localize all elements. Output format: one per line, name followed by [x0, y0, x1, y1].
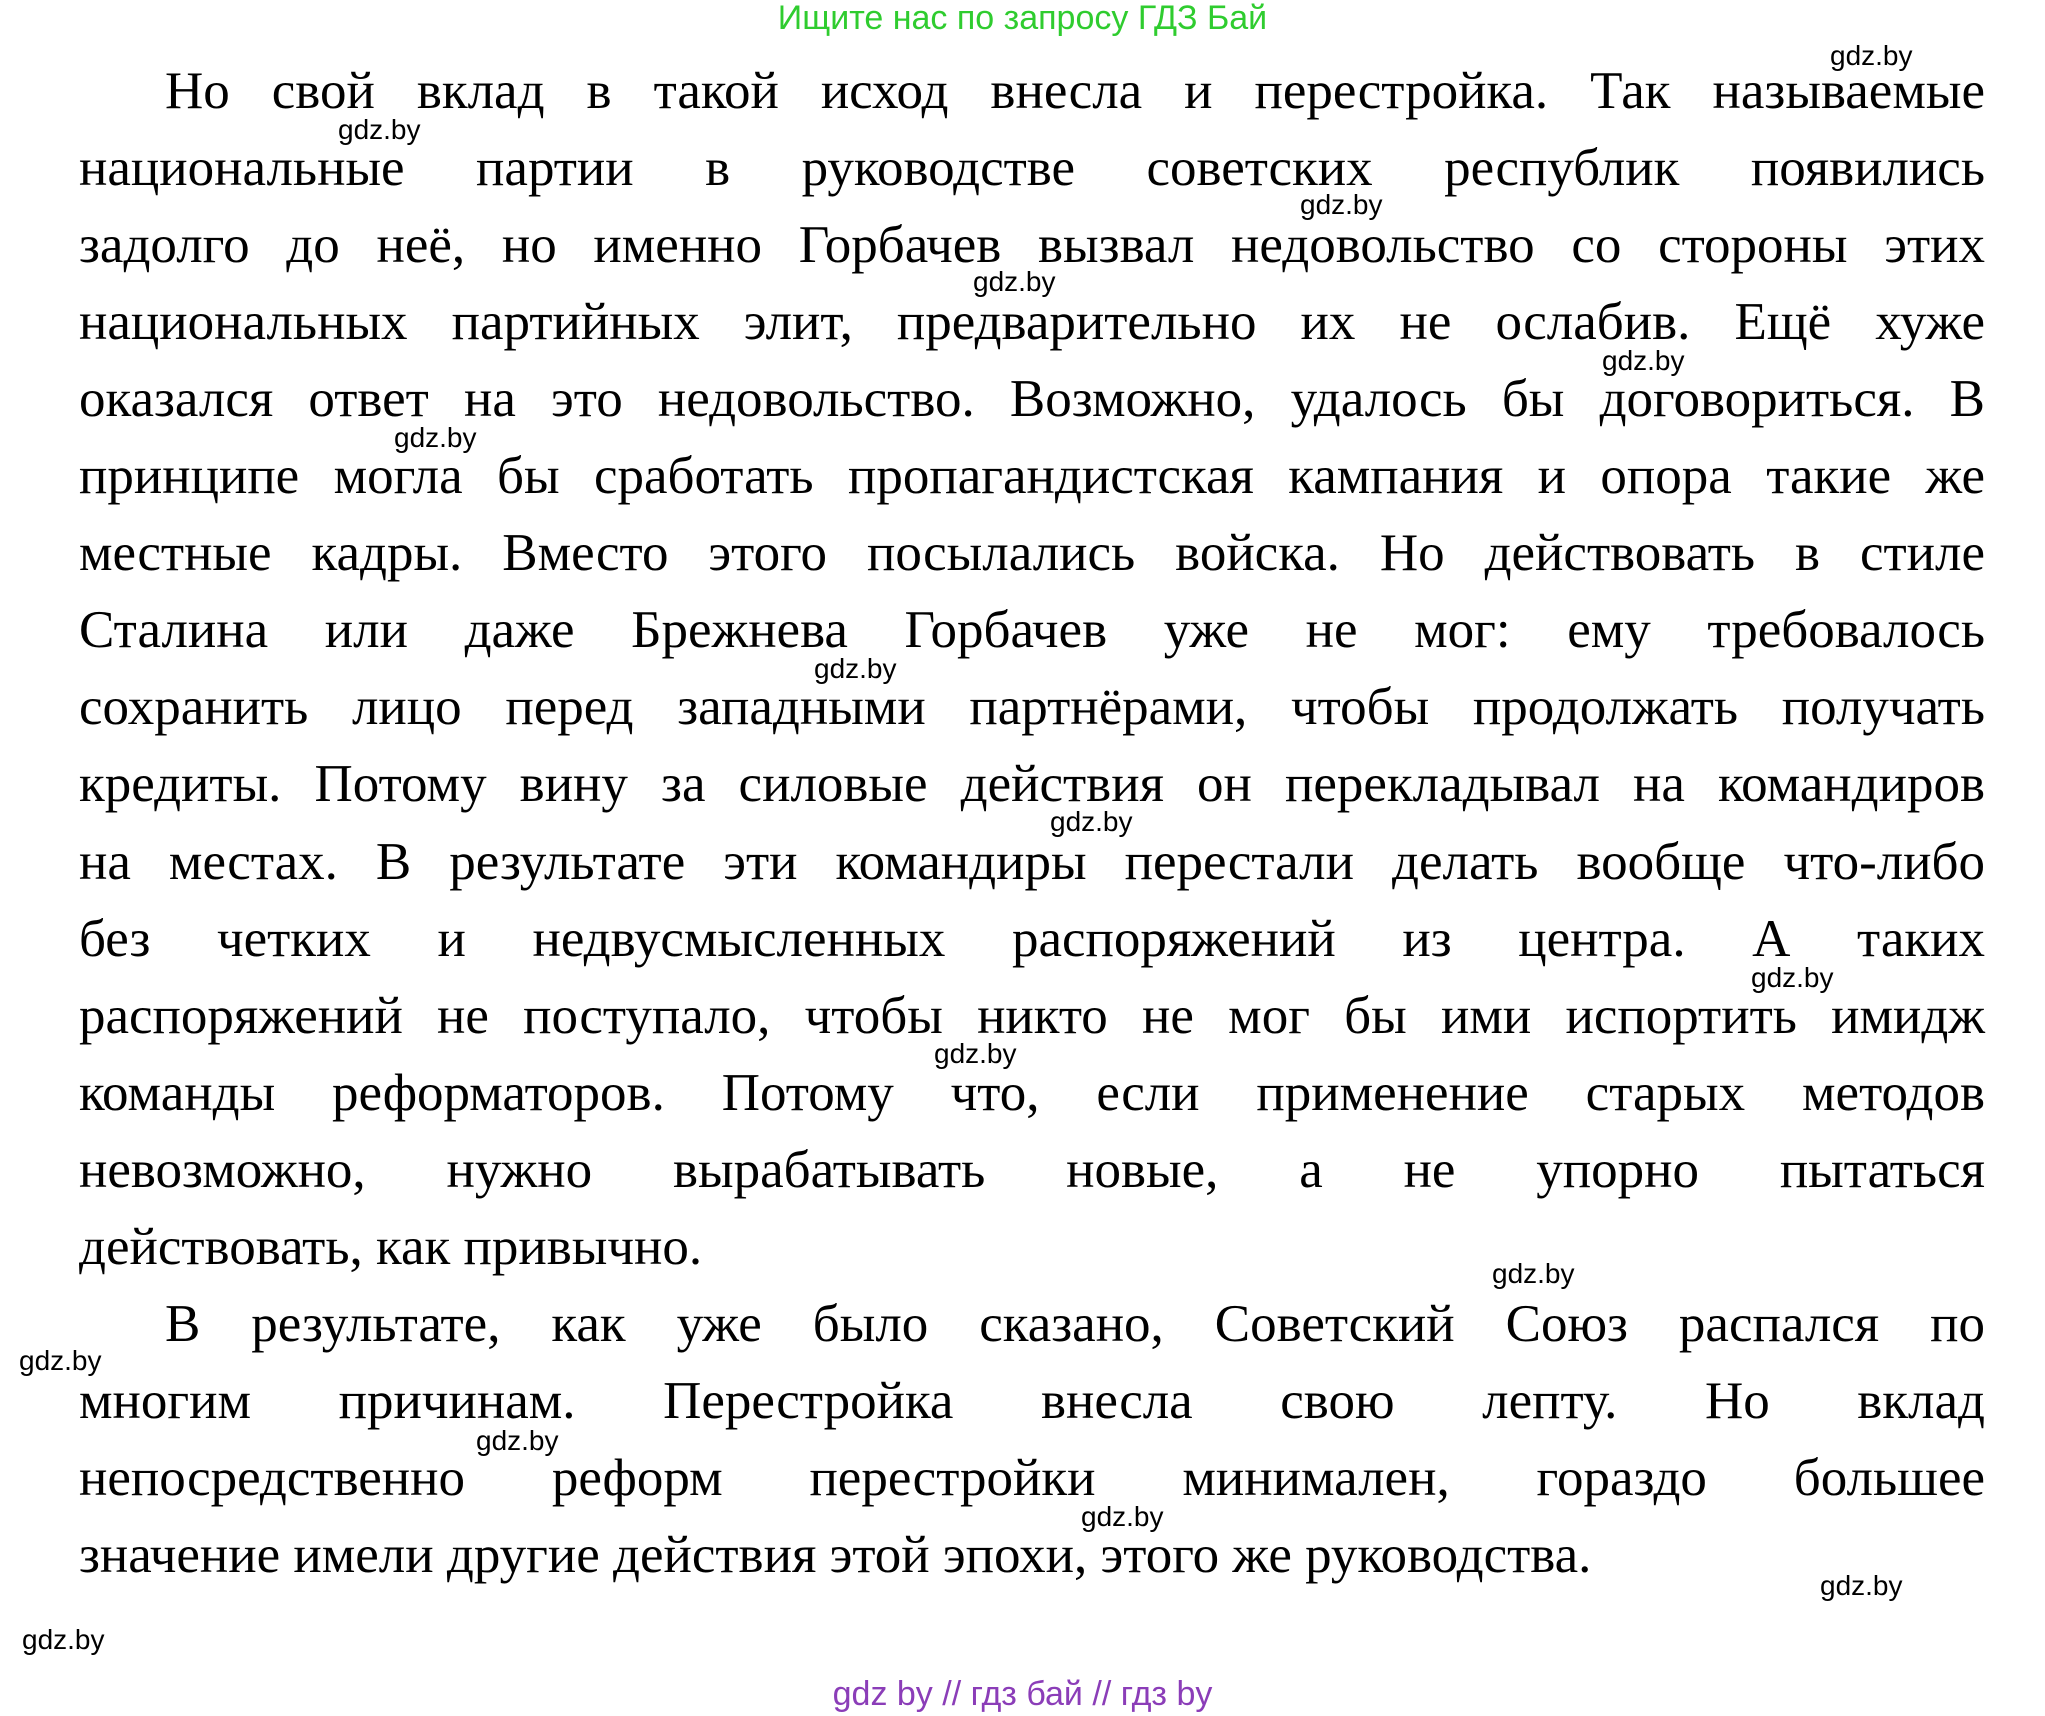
text-line: действовать, как привычно.: [79, 1217, 703, 1276]
footer-links: gdz by // гдз бай // гдз by: [832, 1675, 1213, 1713]
watermark-text: gdz.by: [1751, 962, 1834, 993]
watermark-text: gdz.by: [1081, 1501, 1164, 1532]
text-line: В результате, как уже было сказано, Советский Союз распался по: [165, 1294, 1985, 1353]
text-line: многим причинам. Перестройка внесла свою лепту. Но вклад: [79, 1371, 1985, 1430]
watermark-text: gdz.by: [1602, 345, 1685, 376]
watermark-text: gdz.by: [934, 1038, 1017, 1069]
text-line: задолго до неё, но именно Горбачев вызвал недовольство со стороны этих: [79, 215, 1985, 274]
text-line: Сталина или даже Брежнева Горбачев уже не мог: ему требовалось: [79, 601, 1985, 660]
text-line: оказался ответ на это недовольство. Возможно, удалось бы договориться. В: [79, 370, 1985, 429]
text-line: национальные партии в руководстве советских республик появились: [79, 138, 1985, 197]
search-hint-banner: Ищите нас по запросу ГДЗ Бай: [777, 0, 1268, 37]
watermark-text: gdz.by: [1050, 806, 1133, 837]
watermark-text: gdz.by: [1300, 189, 1383, 220]
text-line: Но свой вклад в такой исход внесла и перестройка. Так называемые: [165, 61, 1985, 120]
watermark-text: gdz.by: [22, 1624, 105, 1655]
text-line: местные кадры. Вместо этого посылались войска. Но действовать в стиле: [79, 524, 1985, 583]
watermark-text: gdz.by: [973, 266, 1056, 297]
text-line: без четких и недвусмысленных распоряжений из центра. А таких: [79, 909, 1985, 968]
text-line: национальных партийных элит, предварительно их не ослабив. Ещё хуже: [79, 293, 1985, 351]
watermark-text: gdz.by: [1820, 1570, 1903, 1601]
watermark-text: gdz.by: [1492, 1258, 1575, 1289]
watermark-text: gdz.by: [19, 1345, 102, 1376]
watermark-text: gdz.by: [338, 114, 421, 145]
watermark-text: gdz.by: [476, 1425, 559, 1456]
text-line: кредиты. Потому вину за силовые действия он перекладывал на командиров: [79, 755, 1985, 814]
watermark-text: gdz.by: [814, 653, 897, 684]
text-line: распоряжений не поступало, чтобы никто не мог бы ими испортить имидж: [79, 986, 1985, 1045]
text-line: непосредственно реформ перестройки минимален, гораздо большее: [79, 1449, 1985, 1508]
text-line: значение имели другие действия этой эпохи, этого же руководства.: [79, 1526, 1592, 1585]
text-line: невозможно, нужно вырабатывать новые, а не упорно пытаться: [79, 1140, 1985, 1199]
watermark-text: gdz.by: [394, 422, 477, 453]
text-line: сохранить лицо перед западными партнёрами, чтобы продолжать получать: [79, 678, 1985, 737]
text-line: команды реформаторов. Потому что, если применение старых методов: [79, 1063, 1985, 1122]
text-line: на местах. В результате эти командиры перестали делать вообще что-либо: [79, 832, 1985, 891]
watermark-text: gdz.by: [1830, 40, 1913, 71]
text-line: принципе могла бы сработать пропагандистская кампания и опора такие же: [79, 447, 1985, 506]
